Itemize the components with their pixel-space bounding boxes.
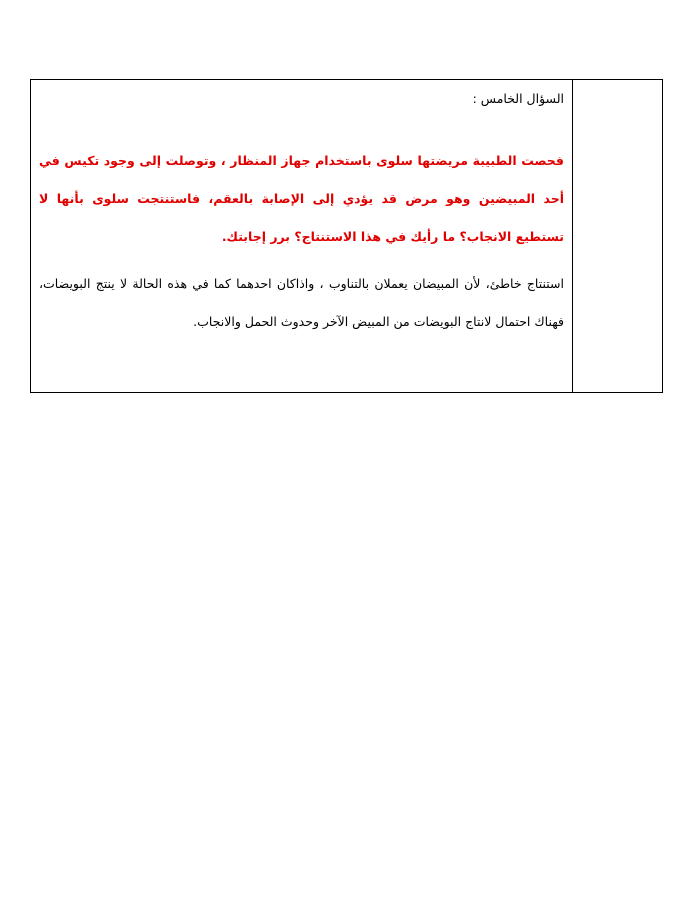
question-cell <box>31 80 573 393</box>
question-table <box>30 79 663 393</box>
question-content <box>31 80 572 341</box>
table-row <box>31 80 663 393</box>
number-cell <box>573 80 663 393</box>
answer-text: استنتاج خاطئ، لأن المبيضان يعملان بالتناوب ، واذاكان احدهما كما في هذه الحالة لا ينتج البويضات، فهناك احتمال لانتاج البويضات من المبيض الآخر وحدوث الحمل والانجاب. <box>39 276 564 329</box>
question-text: فحصت الطبيبة مريضتها سلوى باستخدام جهاز المنظار ، وتوصلت إلى وجود تكيس في أحد المبيضين وهو مرض قد يؤدي إلى الإصابة بالعقم، فاستنتجت سلوى بأنها لا تستطيع الانجاب؟ ما رأيك في هذا الاستنتاج؟ برر إجابتك. <box>39 153 564 244</box>
question-heading: السؤال الخامس : <box>472 91 564 106</box>
